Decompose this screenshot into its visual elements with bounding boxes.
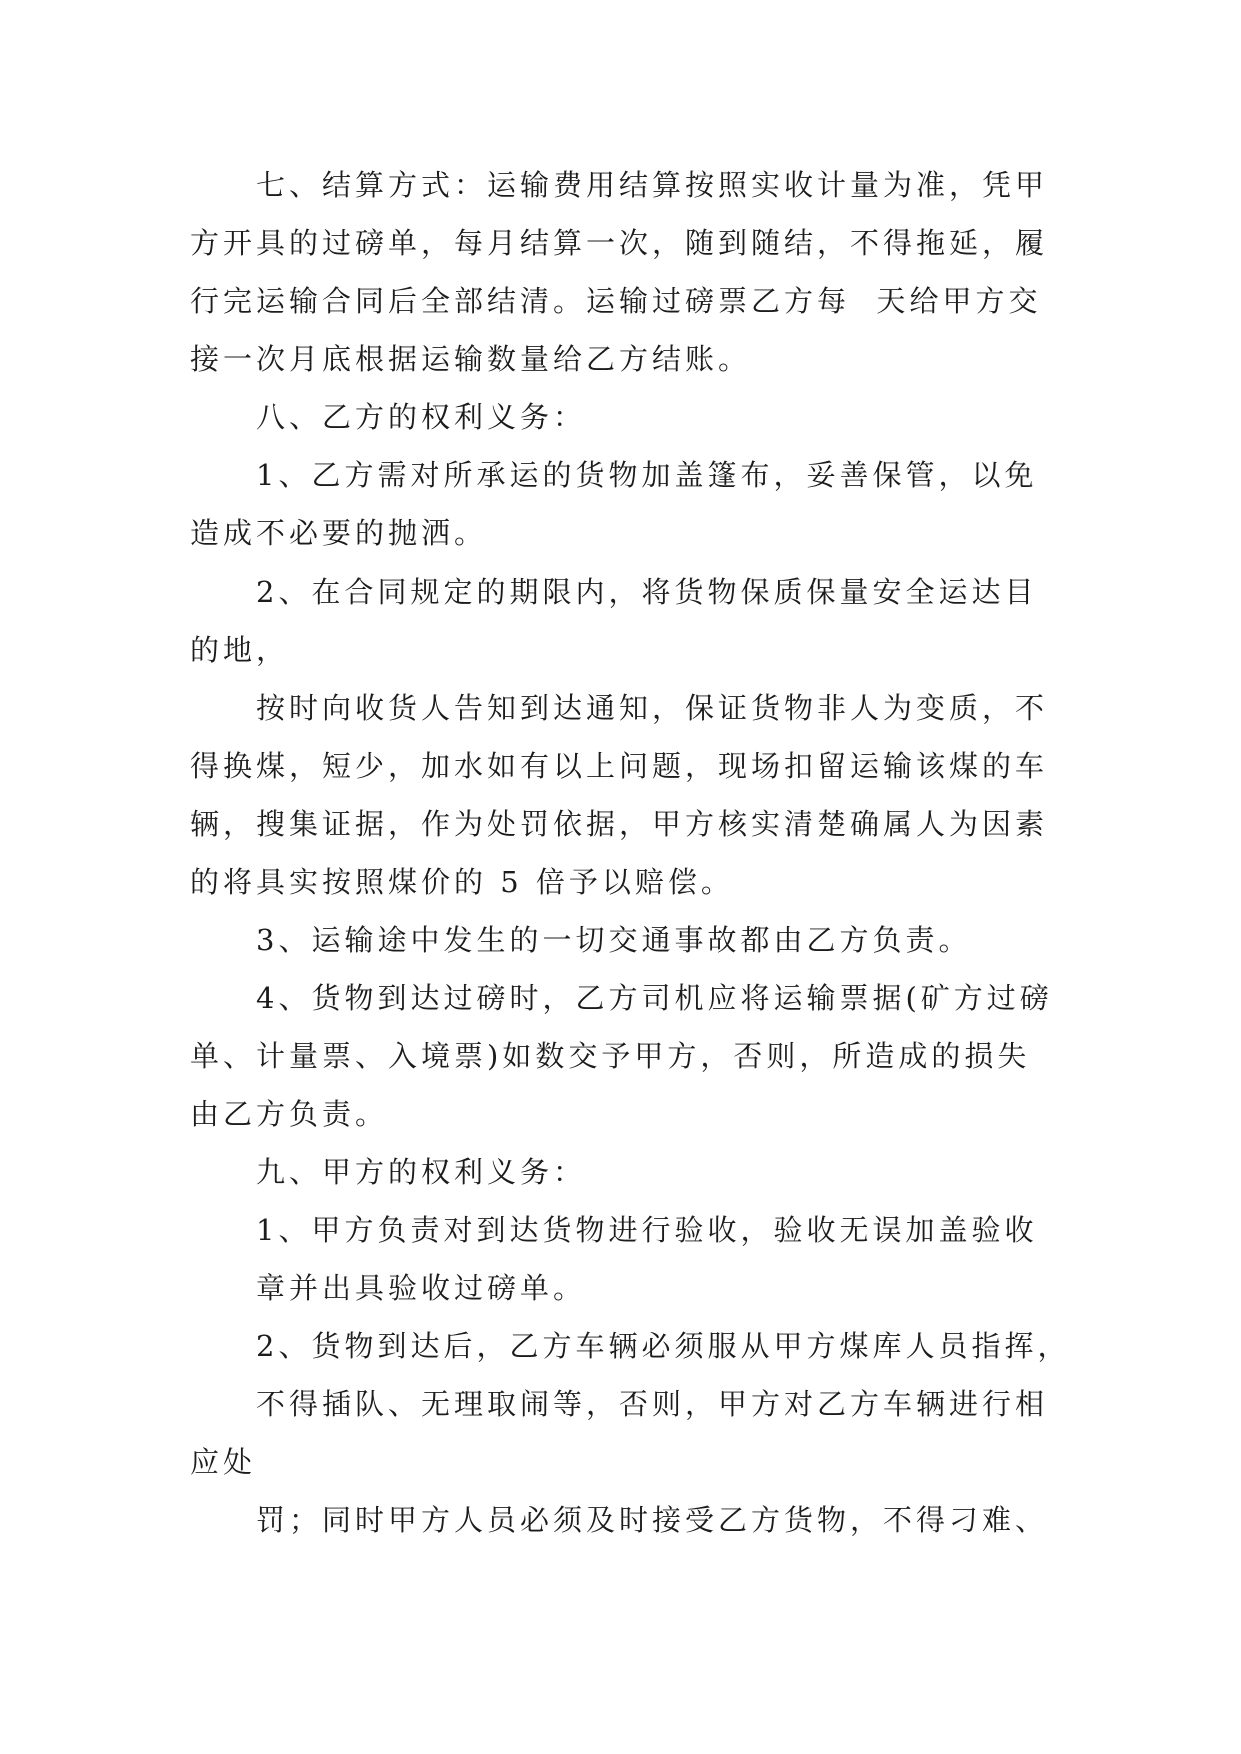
text-line: 单、计量票、入境票)如数交予甲方，否则，所造成的损失 bbox=[190, 1039, 1031, 1073]
text-line: 应处 bbox=[190, 1445, 257, 1479]
text-line: 的将具实按照煤价的 5 倍予以赔偿。 bbox=[190, 865, 734, 899]
section-heading: 八、乙方的权利义务： bbox=[256, 400, 587, 434]
text-line: 1、乙方需对所承运的货物加盖篷布，妥善保管，以免 bbox=[256, 458, 1038, 492]
text-line: 不得插队、无理取闹等，否则，甲方对乙方车辆进行相 bbox=[256, 1387, 1049, 1421]
text-line: 2、货物到达后，乙方车辆必须服从甲方煤库人员指挥， bbox=[256, 1329, 1071, 1363]
text-line: 造成不必要的抛洒。 bbox=[190, 516, 488, 550]
text-line: 接一次月底根据运输数量给乙方结账。 bbox=[190, 342, 752, 376]
text-line: 3、运输途中发生的一切交通事故都由乙方负责。 bbox=[256, 923, 972, 957]
text-line: 罚；同时甲方人员必须及时接受乙方货物，不得刁难、 bbox=[256, 1503, 1049, 1537]
text-line: 2、在合同规定的期限内，将货物保质保量安全运达目 bbox=[256, 575, 1038, 609]
text-line: 的地， bbox=[190, 633, 290, 667]
text-line: 由乙方负责。 bbox=[190, 1097, 389, 1131]
text-line: 行完运输合同后全部结清。运输过磅票乙方每 天给甲方交 bbox=[190, 284, 1042, 318]
text-line: 按时向收货人告知到达通知，保证货物非人为变质，不 bbox=[256, 691, 1049, 725]
text-line: 七、结算方式：运输费用结算按照实收计量为准，凭甲 bbox=[256, 168, 1049, 202]
text-line: 1、甲方负责对到达货物进行验收，验收无误加盖验收 bbox=[256, 1213, 1038, 1247]
text-line: 得换煤，短少，加水如有以上问题，现场扣留运输该煤的车 bbox=[190, 749, 1049, 783]
text-line: 4、货物到达过磅时，乙方司机应将运输票据(矿方过磅 bbox=[256, 981, 1053, 1015]
text-line: 辆，搜集证据，作为处罚依据，甲方核实清楚确属人为因素 bbox=[190, 807, 1049, 841]
text-line: 方开具的过磅单，每月结算一次，随到随结，不得拖延，履 bbox=[190, 226, 1049, 260]
section-heading: 九、甲方的权利义务： bbox=[256, 1155, 587, 1189]
text-line: 章并出具验收过磅单。 bbox=[256, 1271, 587, 1305]
